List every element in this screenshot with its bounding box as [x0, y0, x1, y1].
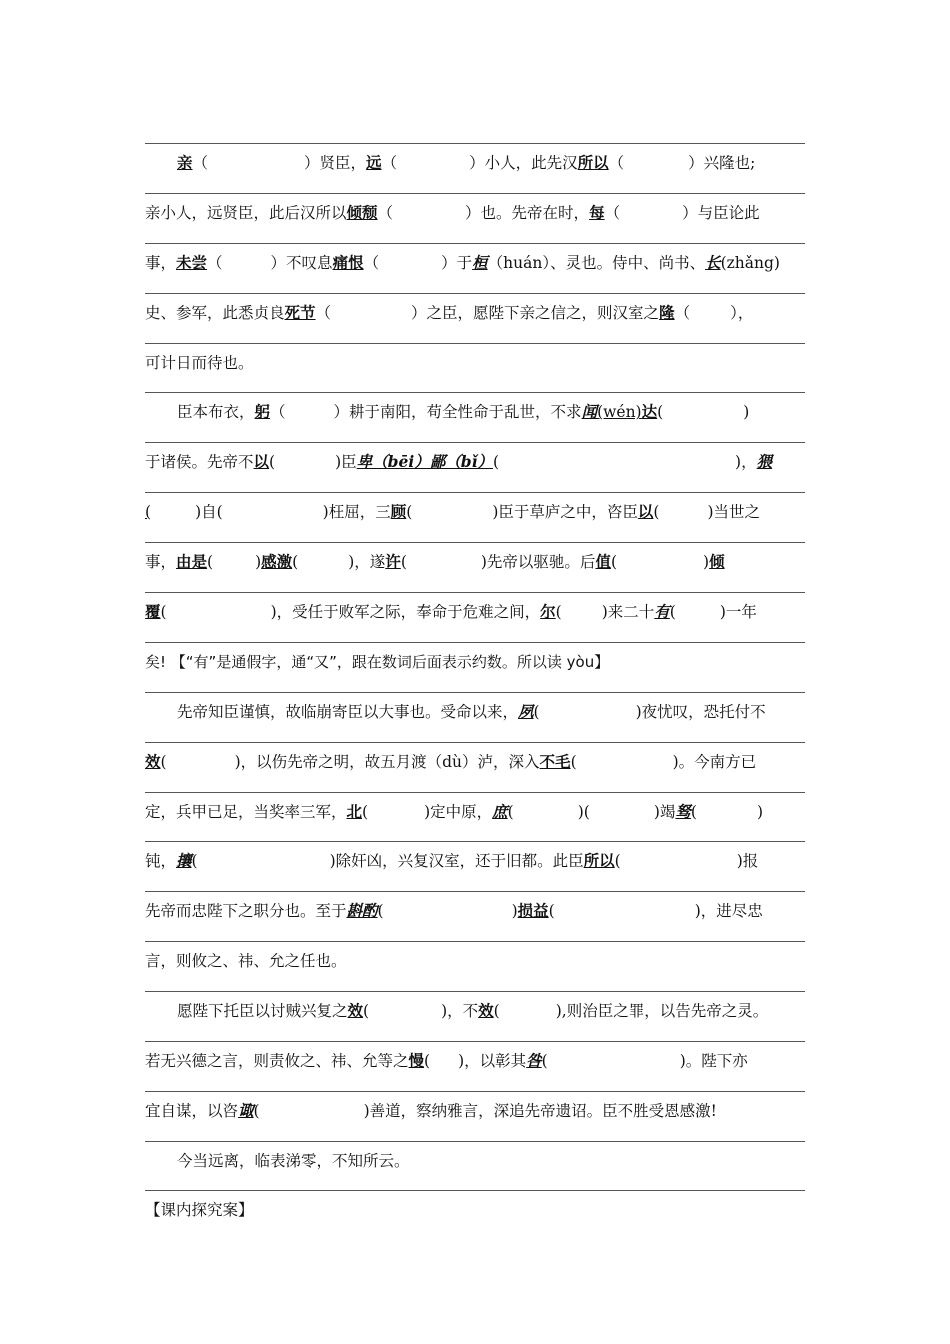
- passage-line: 愿陛下托臣以讨贼兴复之效( )，不效( ),则治臣之罪，以告先帝之灵。: [145, 991, 805, 1041]
- keyword: 以: [253, 452, 270, 472]
- keyword: 感激: [261, 552, 293, 572]
- passage-line: 先帝知臣谨慎，故临崩寄臣以大事也。受命以来，夙( )夜忧叹，恐托付不: [145, 692, 805, 742]
- keyword: 隆: [659, 302, 675, 322]
- keyword: 达: [641, 402, 658, 422]
- passage-line: 于诸侯。先帝不以( )臣卑（bēi）鄙（bǐ）( )，猥: [145, 442, 805, 492]
- keyword: 亲: [177, 153, 193, 172]
- passage-line: 事，未尝（ ）不叹息痛恨（ ）于桓（huán）、灵也。侍中、尚书、长(zhǎng): [145, 243, 805, 293]
- section-label: 【课内探究案】: [145, 1201, 254, 1219]
- keyword: 覆: [145, 602, 161, 622]
- passage-line: 亲小人，远贤臣，此后汉所以倾颓（ ）也。先帝在时，每（ ）与臣论此: [145, 193, 805, 243]
- keyword: 攘: [176, 851, 192, 871]
- keyword: 驽: [675, 801, 691, 821]
- keyword: 尔: [540, 602, 556, 622]
- keyword: 慢: [408, 1051, 425, 1071]
- keyword: 未尝: [176, 252, 208, 272]
- passage-line: 先帝而忠陛下之职分也。至于斟酌( )损益( )，进尽忠: [145, 891, 805, 941]
- keyword: 以: [637, 502, 654, 522]
- keyword: 效: [347, 1001, 364, 1021]
- keyword: 斟酌: [346, 901, 378, 921]
- keyword: 许: [385, 552, 401, 572]
- passage-line: 今当远离，临表涕零，不知所云。: [145, 1141, 805, 1191]
- passage-line: 效( )，以伤先帝之明，故五月渡（dù）泸，深入不毛( )。今南方已: [145, 742, 805, 792]
- keyword: 所以: [583, 851, 615, 871]
- keyword: 远: [366, 153, 382, 172]
- keyword: 效: [145, 751, 161, 771]
- keyword: 庶: [492, 801, 508, 821]
- passage-worksheet: [145, 143, 805, 1191]
- keyword: 每: [589, 202, 605, 222]
- keyword: 死节: [284, 302, 316, 322]
- passage-line: 亲（ ）贤臣，远（ ）小人，此先汉所以（ ）兴隆也;: [145, 143, 805, 193]
- keyword: 卑（bēi）鄙（bǐ）: [356, 452, 493, 472]
- keyword: 咎: [526, 1051, 542, 1071]
- passage-line: 史、参军，此悉贞良死节（ ）之臣，愿陛下亲之信之，则汉室之隆（ ），: [145, 293, 805, 343]
- passage-line: 覆( )，受任于败军之际，奉命于危难之间，尔( )来二十有( )一年: [145, 592, 805, 642]
- passage-line: 若无兴德之言，则责攸之、祎、允等之慢( )，以彰其咎( )。陛下亦: [145, 1041, 805, 1091]
- keyword: 损益: [517, 901, 549, 921]
- passage-line: 事，由是( )感激( )，遂许( )先帝以驱驰。后值( )倾: [145, 542, 805, 592]
- keyword: 桓: [472, 252, 488, 272]
- passage-line: 定，兵甲已足，当奖率三军，北( )定中原，庶( )( )竭驽( ): [145, 792, 805, 842]
- keyword: 不毛: [539, 751, 571, 771]
- keyword: 值: [595, 552, 611, 572]
- keyword: 猥: [756, 452, 773, 472]
- passage-line: 言，则攸之、祎、允之任也。: [145, 941, 805, 991]
- passage-line: 可计日而待也。: [145, 343, 805, 393]
- keyword: 躬: [254, 402, 271, 422]
- keyword: 倾颓: [346, 202, 378, 222]
- keyword: 夙: [518, 701, 534, 721]
- keyword: 由是: [176, 552, 208, 572]
- passage-line: 臣本布衣，躬（ ）耕于南阳，苟全性命于乱世，不求闻(wén)达( ): [145, 392, 805, 442]
- keyword: 痛恨: [332, 252, 364, 272]
- keyword: 所以: [577, 153, 609, 172]
- keyword: 北: [346, 801, 363, 821]
- keyword: 效: [478, 1001, 494, 1021]
- annotation-note: 矣! 【“有”是通假字，通“又”，跟在数词后面表示约数。所以读 yòu】: [145, 652, 610, 671]
- passage-line: 宜自谋，以咨诹( )善道，察纳雅言，深追先帝遗诏。臣不胜受恩感激!: [145, 1091, 805, 1141]
- keyword: 闻: [581, 402, 598, 422]
- keyword: 长: [705, 252, 721, 272]
- keyword: 倾: [709, 552, 725, 572]
- keyword: 有: [654, 602, 670, 622]
- passage-line: ( )自( )枉屈，三顾( )臣于草庐之中，咨臣以( )当世之: [145, 492, 805, 542]
- keyword: 顾: [390, 502, 407, 522]
- passage-line: [145, 642, 805, 692]
- keyword: 诹: [238, 1100, 254, 1120]
- passage-line: 钝，攘( )除奸凶，兴复汉室，还于旧都。此臣所以( )报: [145, 841, 805, 891]
